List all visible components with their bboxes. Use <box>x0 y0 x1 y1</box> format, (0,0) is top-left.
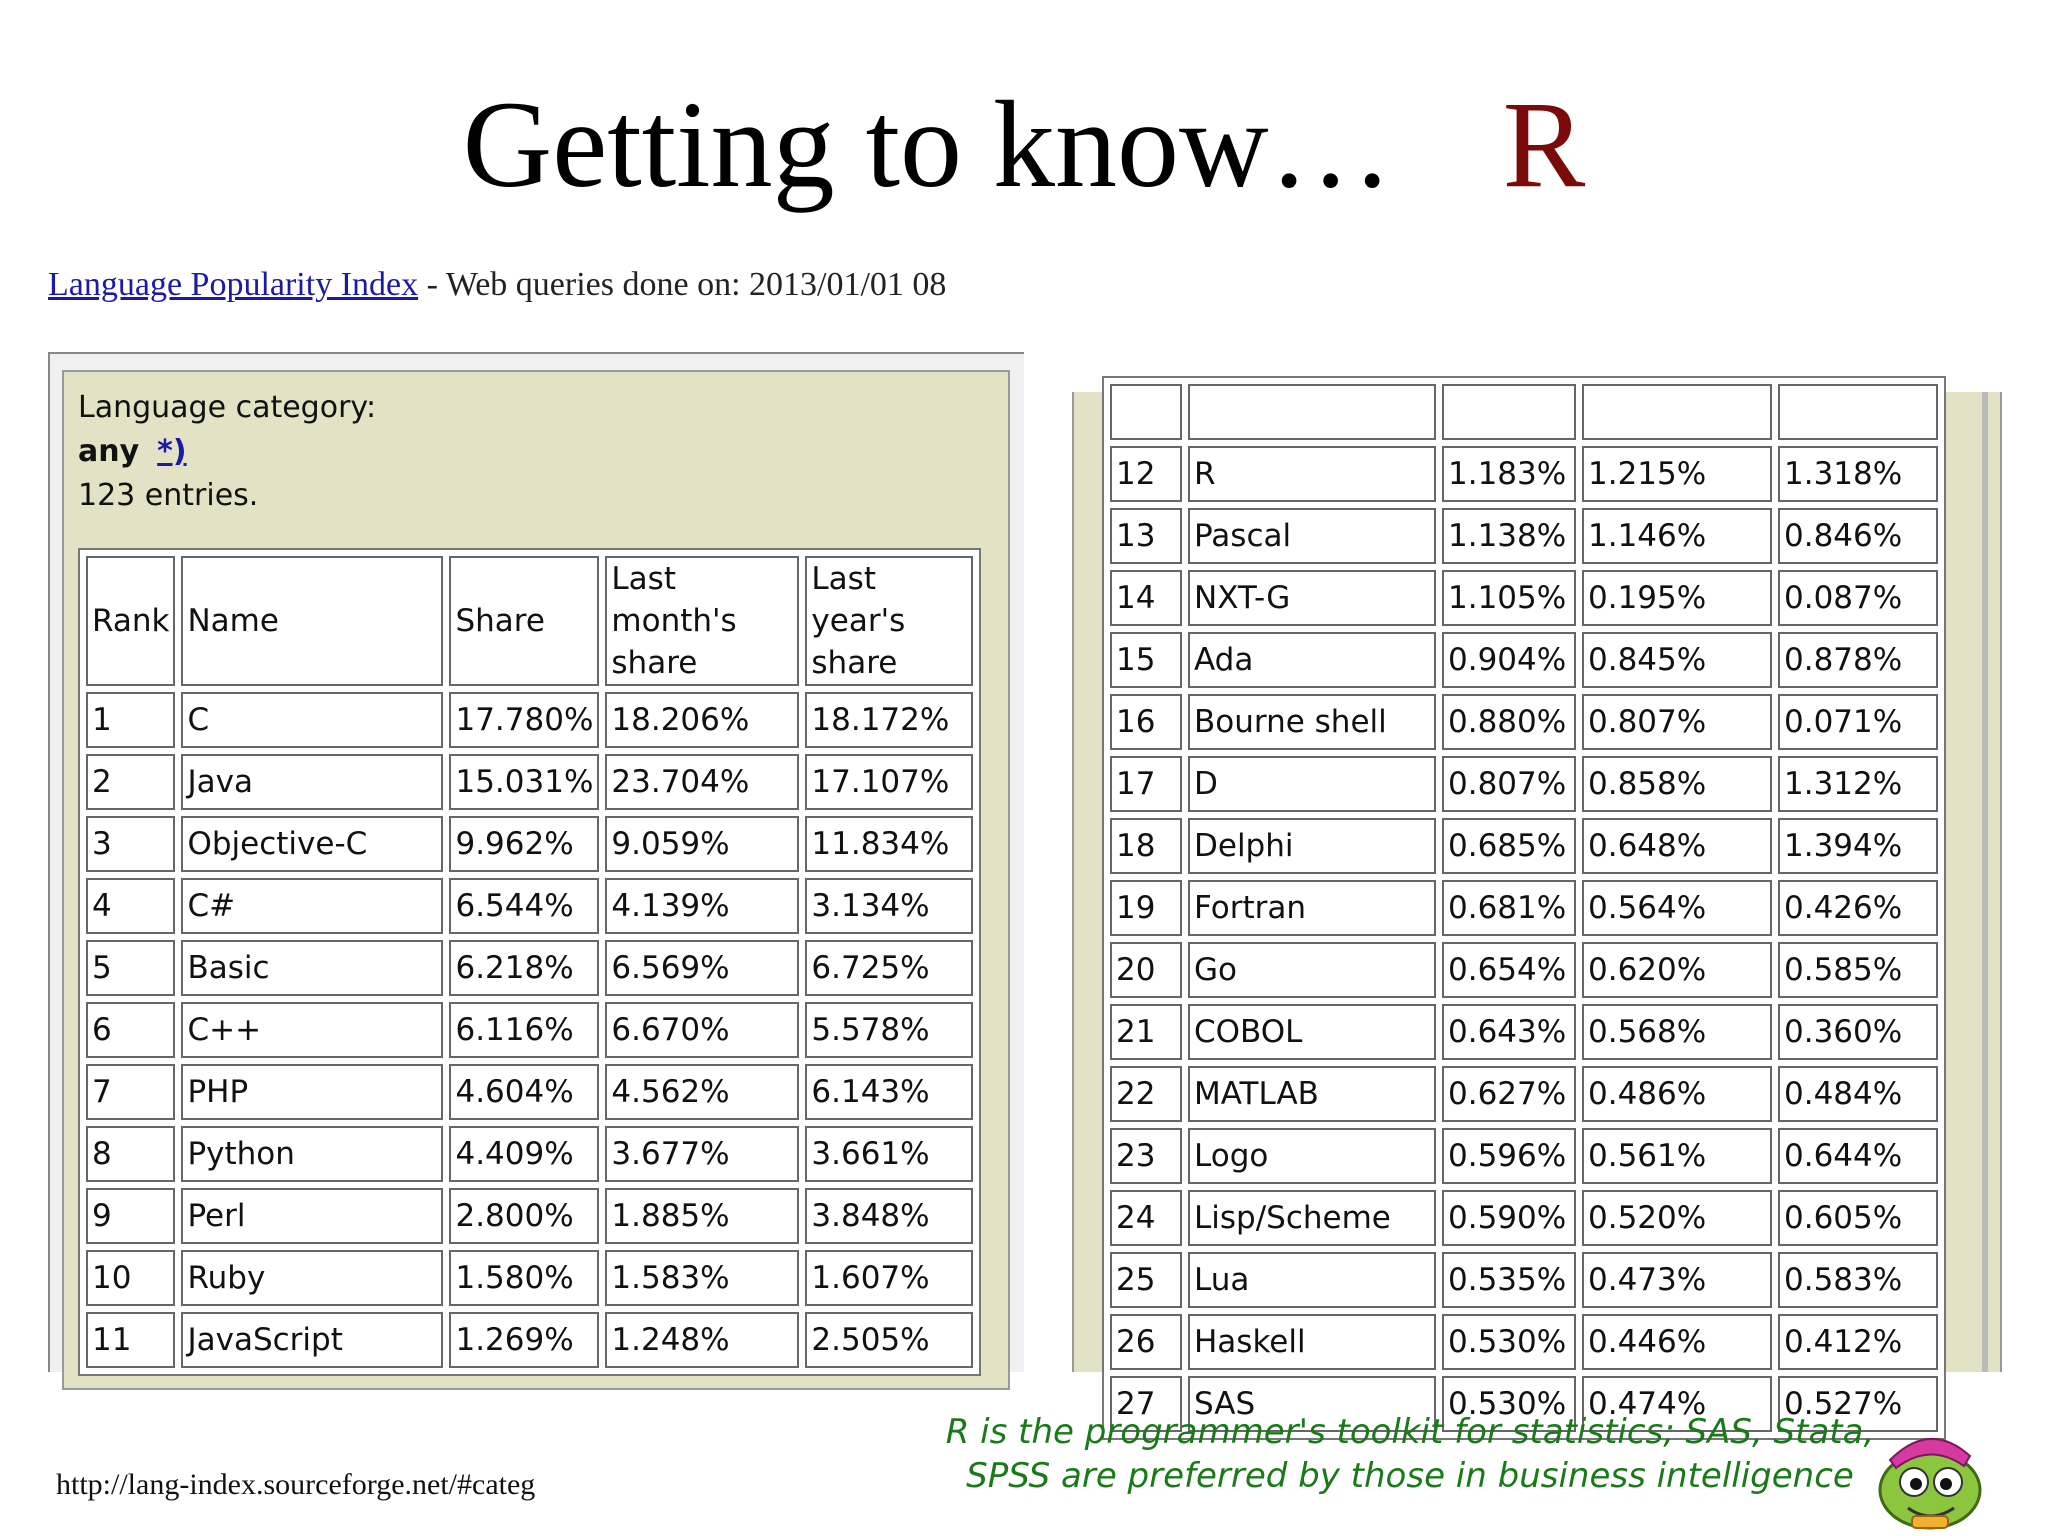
last-month-cell: 0.648% <box>1582 818 1772 874</box>
language-table-left <box>78 548 981 1376</box>
share-cell: 0.530% <box>1442 1376 1576 1432</box>
table-row <box>86 754 973 810</box>
last-year-cell: 0.644% <box>1778 1128 1938 1184</box>
last-month-cell: 0.858% <box>1582 756 1772 812</box>
name-cell: C++ <box>181 1002 443 1058</box>
table-row <box>86 1250 973 1306</box>
rank-cell: 18 <box>1110 818 1182 874</box>
table-row <box>1110 570 1938 626</box>
last-year-cell: 1.318% <box>1778 446 1938 502</box>
last-year-cell: 0.426% <box>1778 880 1938 936</box>
last-month-cell: 0.486% <box>1582 1066 1772 1122</box>
name-cell: JavaScript <box>181 1312 443 1368</box>
share-cell: 6.218% <box>449 940 599 996</box>
last-year-cell: 17.107% <box>805 754 973 810</box>
name-cell: Ada <box>1188 632 1436 688</box>
rank-cell: 19 <box>1110 880 1182 936</box>
title-accent-r: R <box>1502 76 1586 213</box>
last-year-cell: 0.527% <box>1778 1376 1938 1432</box>
name-cell: R <box>1188 446 1436 502</box>
last-month-cell: 0.473% <box>1582 1252 1772 1308</box>
share-cell: 0.596% <box>1442 1128 1576 1184</box>
right-screenshot-panel <box>1072 392 2002 1422</box>
caption-line-2: SPSS are preferred by those in business intelligence <box>966 1456 1854 1496</box>
title-text: Getting to know… <box>462 76 1393 213</box>
mascot-icon <box>1872 1420 1988 1532</box>
name-cell: Bourne shell <box>1188 694 1436 750</box>
last-year-cell: 1.312% <box>1778 756 1938 812</box>
last-month-cell: 4.139% <box>605 878 799 934</box>
caption <box>880 1410 1940 1498</box>
table-row <box>86 1064 973 1120</box>
last-month-cell: 0.474% <box>1582 1376 1772 1432</box>
source-query-date: - Web queries done on: 2013/01/01 08 <box>418 266 947 303</box>
rank-cell: 1 <box>86 692 175 748</box>
name-cell: Perl <box>181 1188 443 1244</box>
last-month-cell: 0.845% <box>1582 632 1772 688</box>
name-cell: C <box>181 692 443 748</box>
share-cell: 17.780% <box>449 692 599 748</box>
rank-cell: 10 <box>86 1250 175 1306</box>
table-row <box>86 1002 973 1058</box>
name-cell: Go <box>1188 942 1436 998</box>
name-cell: SAS <box>1188 1376 1436 1432</box>
name-cell: COBOL <box>1188 1004 1436 1060</box>
footnote-link[interactable]: *) <box>157 434 187 469</box>
rank-cell: 16 <box>1110 694 1182 750</box>
table-row <box>86 816 973 872</box>
share-cell: 0.535% <box>1442 1252 1576 1308</box>
rank-cell: 2 <box>86 754 175 810</box>
share-cell: 9.962% <box>449 816 599 872</box>
header-share: Share <box>449 556 599 686</box>
slide-title <box>0 70 2048 220</box>
name-cell: Ruby <box>181 1250 443 1306</box>
last-year-cell: 0.605% <box>1778 1190 1938 1246</box>
last-year-cell: 1.607% <box>805 1250 973 1306</box>
rank-cell: 3 <box>86 816 175 872</box>
left-screenshot-panel <box>48 352 1024 1372</box>
name-cell: NXT-G <box>1188 570 1436 626</box>
table-row <box>1110 756 1938 812</box>
last-year-cell: 0.585% <box>1778 942 1938 998</box>
rank-cell: 9 <box>86 1188 175 1244</box>
share-cell: 1.138% <box>1442 508 1576 564</box>
table-row <box>86 878 973 934</box>
panel-edge <box>1982 392 1988 1372</box>
last-year-cell: 18.172% <box>805 692 973 748</box>
last-year-cell: 0.087% <box>1778 570 1938 626</box>
rank-cell: 4 <box>86 878 175 934</box>
rank-cell: 20 <box>1110 942 1182 998</box>
name-cell: C# <box>181 878 443 934</box>
rank-cell: 5 <box>86 940 175 996</box>
last-month-cell: 1.248% <box>605 1312 799 1368</box>
share-cell: 4.409% <box>449 1126 599 1182</box>
header-last-month-share: Last month's share <box>605 556 799 686</box>
last-month-cell: 0.561% <box>1582 1128 1772 1184</box>
last-month-cell: 3.677% <box>605 1126 799 1182</box>
share-cell: 0.681% <box>1442 880 1576 936</box>
entries-count: 123 entries. <box>78 478 259 513</box>
share-cell: 15.031% <box>449 754 599 810</box>
rank-cell: 17 <box>1110 756 1182 812</box>
last-year-cell: 0.412% <box>1778 1314 1938 1370</box>
category-label: Language category: <box>78 390 377 425</box>
share-cell: 0.627% <box>1442 1066 1576 1122</box>
rank-cell: 22 <box>1110 1066 1182 1122</box>
last-year-cell: 6.143% <box>805 1064 973 1120</box>
share-cell: 4.604% <box>449 1064 599 1120</box>
share-cell: 0.590% <box>1442 1190 1576 1246</box>
rank-cell: 6 <box>86 1002 175 1058</box>
last-month-cell: 0.520% <box>1582 1190 1772 1246</box>
share-cell: 1.105% <box>1442 570 1576 626</box>
table-row <box>1110 1066 1938 1122</box>
header-rank: Rank <box>86 556 175 686</box>
name-cell: D <box>1188 756 1436 812</box>
last-year-cell: 3.134% <box>805 878 973 934</box>
table-row <box>86 940 973 996</box>
table-row <box>1110 1190 1938 1246</box>
last-year-cell: 2.505% <box>805 1312 973 1368</box>
share-cell: 0.904% <box>1442 632 1576 688</box>
share-cell: 0.643% <box>1442 1004 1576 1060</box>
category-value: any <box>78 434 140 469</box>
name-cell: Logo <box>1188 1128 1436 1184</box>
header-name: Name <box>181 556 443 686</box>
table-row <box>1110 880 1938 936</box>
last-year-cell: 3.661% <box>805 1126 973 1182</box>
last-month-cell: 1.583% <box>605 1250 799 1306</box>
name-cell: Delphi <box>1188 818 1436 874</box>
source-line <box>48 266 1028 316</box>
name-cell: Haskell <box>1188 1314 1436 1370</box>
header-last-year-share: Last year's share <box>805 556 973 686</box>
rank-cell: 21 <box>1110 1004 1182 1060</box>
last-month-cell: 0.568% <box>1582 1004 1772 1060</box>
rank-cell: 25 <box>1110 1252 1182 1308</box>
table-row <box>86 1188 973 1244</box>
last-month-cell: 1.215% <box>1582 446 1772 502</box>
rank-cell: 8 <box>86 1126 175 1182</box>
last-year-cell: 0.360% <box>1778 1004 1938 1060</box>
table-row-cut <box>1110 384 1938 440</box>
name-cell: MATLAB <box>1188 1066 1436 1122</box>
share-cell: 0.880% <box>1442 694 1576 750</box>
table-row <box>86 1126 973 1182</box>
share-cell: 0.654% <box>1442 942 1576 998</box>
rank-cell: 12 <box>1110 446 1182 502</box>
rank-cell: 27 <box>1110 1376 1182 1432</box>
last-month-cell: 0.446% <box>1582 1314 1772 1370</box>
share-cell: 6.116% <box>449 1002 599 1058</box>
rank-cell: 11 <box>86 1312 175 1368</box>
rank-cell: 14 <box>1110 570 1182 626</box>
rank-cell: 26 <box>1110 1314 1182 1370</box>
share-cell: 2.800% <box>449 1188 599 1244</box>
source-url: http://lang-index.sourceforge.net/#categ <box>56 1468 536 1501</box>
last-month-cell: 6.670% <box>605 1002 799 1058</box>
last-year-cell: 5.578% <box>805 1002 973 1058</box>
last-month-cell: 9.059% <box>605 816 799 872</box>
share-cell: 6.544% <box>449 878 599 934</box>
last-month-cell: 0.807% <box>1582 694 1772 750</box>
share-cell: 0.530% <box>1442 1314 1576 1370</box>
share-cell: 1.183% <box>1442 446 1576 502</box>
name-cell: Lisp/Scheme <box>1188 1190 1436 1246</box>
language-category-info <box>78 386 376 518</box>
table-row <box>1110 1314 1938 1370</box>
language-popularity-index-link[interactable]: Language Popularity Index <box>48 266 419 303</box>
name-cell: Fortran <box>1188 880 1436 936</box>
last-year-cell: 0.484% <box>1778 1066 1938 1122</box>
name-cell: Lua <box>1188 1252 1436 1308</box>
table-row <box>86 692 973 748</box>
last-month-cell: 6.569% <box>605 940 799 996</box>
last-year-cell: 0.846% <box>1778 508 1938 564</box>
rank-cell: 24 <box>1110 1190 1182 1246</box>
share-cell: 1.580% <box>449 1250 599 1306</box>
language-table-right <box>1102 376 1946 1440</box>
last-year-cell: 3.848% <box>805 1188 973 1244</box>
table-row <box>1110 1004 1938 1060</box>
left-panel-inner <box>62 370 1010 1390</box>
last-month-cell: 23.704% <box>605 754 799 810</box>
rank-cell: 13 <box>1110 508 1182 564</box>
share-cell: 0.807% <box>1442 756 1576 812</box>
table-row <box>1110 818 1938 874</box>
rank-cell: 15 <box>1110 632 1182 688</box>
share-cell: 1.269% <box>449 1312 599 1368</box>
last-year-cell: 6.725% <box>805 940 973 996</box>
table-row <box>1110 1128 1938 1184</box>
last-month-cell: 1.146% <box>1582 508 1772 564</box>
rank-cell: 7 <box>86 1064 175 1120</box>
last-month-cell: 1.885% <box>605 1188 799 1244</box>
name-cell: Java <box>181 754 443 810</box>
last-year-cell: 11.834% <box>805 816 973 872</box>
table-row <box>1110 632 1938 688</box>
table-row <box>1110 508 1938 564</box>
name-cell: Objective-C <box>181 816 443 872</box>
table-row <box>86 1312 973 1368</box>
table-row <box>1110 446 1938 502</box>
category-value-row <box>78 430 376 474</box>
last-month-cell: 0.564% <box>1582 880 1772 936</box>
last-year-cell: 0.071% <box>1778 694 1938 750</box>
table-row <box>1110 1252 1938 1308</box>
last-year-cell: 0.583% <box>1778 1252 1938 1308</box>
last-year-cell: 1.394% <box>1778 818 1938 874</box>
table-header-row <box>86 556 973 686</box>
table-row <box>1110 942 1938 998</box>
last-month-cell: 4.562% <box>605 1064 799 1120</box>
name-cell: PHP <box>181 1064 443 1120</box>
name-cell: Basic <box>181 940 443 996</box>
table-row <box>1110 694 1938 750</box>
caption-line-1: R is the programmer's toolkit for statistics; SAS, Stata, <box>945 1412 1875 1452</box>
rank-cell: 23 <box>1110 1128 1182 1184</box>
share-cell: 0.685% <box>1442 818 1576 874</box>
last-month-cell: 0.195% <box>1582 570 1772 626</box>
name-cell: Pascal <box>1188 508 1436 564</box>
name-cell: Python <box>181 1126 443 1182</box>
last-month-cell: 18.206% <box>605 692 799 748</box>
last-year-cell: 0.878% <box>1778 632 1938 688</box>
last-month-cell: 0.620% <box>1582 942 1772 998</box>
